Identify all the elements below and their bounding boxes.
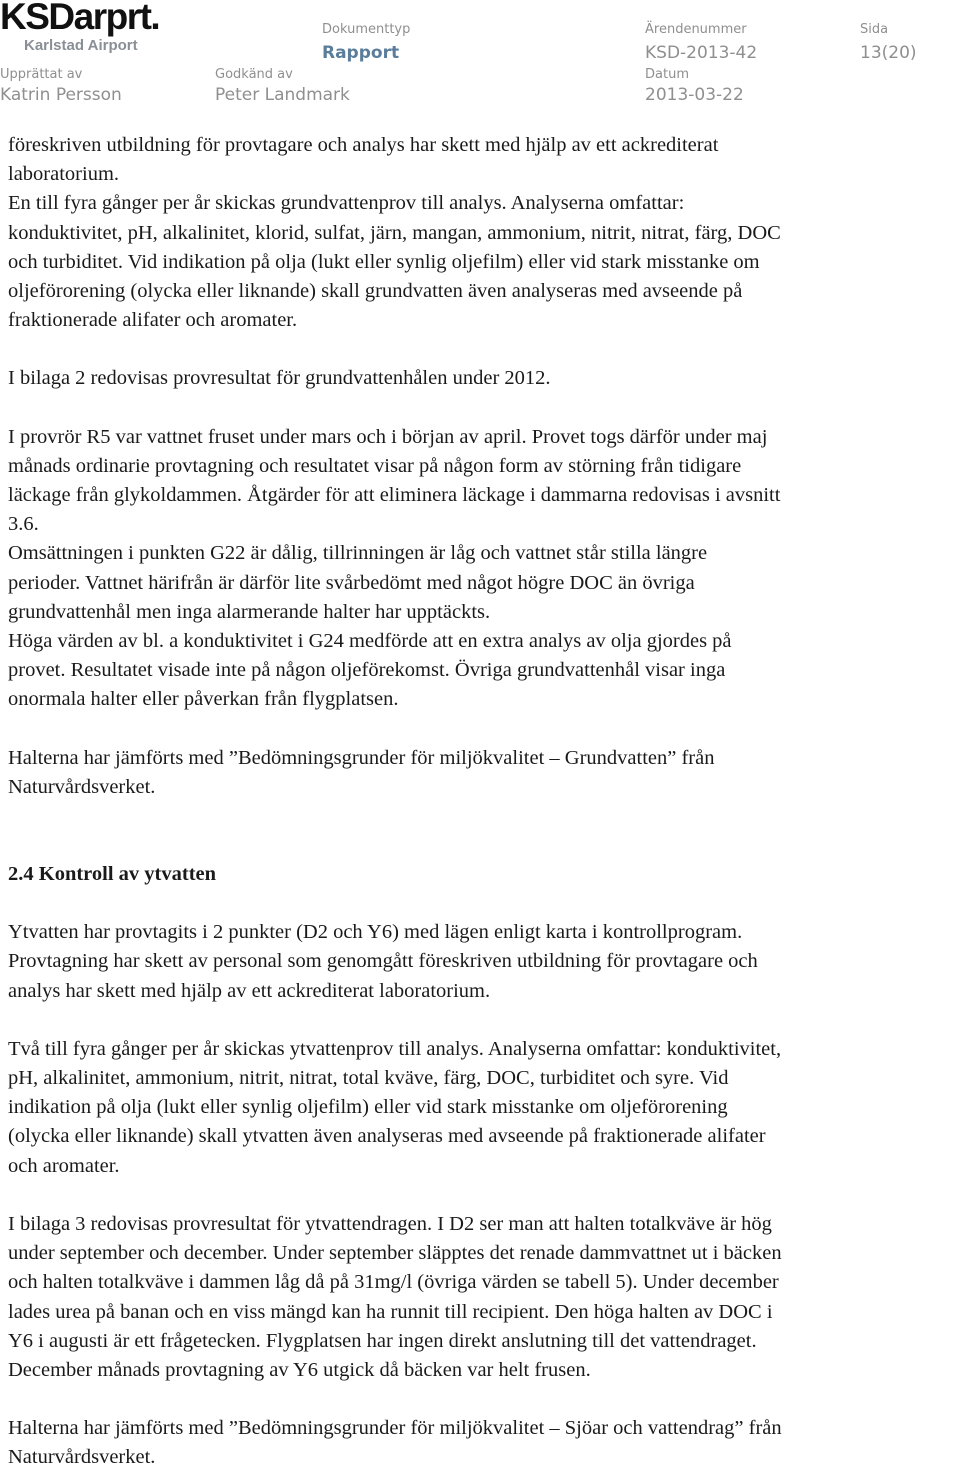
author-label: Upprättat av [0,67,83,82]
text-line: läckage från glykoldammen. Åtgärder för att eliminera läckage i dammarna redovisas i avsnitt [8,484,781,507]
logo-wordmark: KSDarprt. [0,0,160,37]
text-line: I provrör R5 var vattnet fruset under mars och i början av april. Provet togs därför under maj [8,425,768,448]
text-line: perioder. Vattnet härifrån är därför lite svårbedömt med något högre DOC än övriga [8,571,695,594]
text-line: Halterna har jämförts med ”Bedömningsgrunder för miljökvalitet – Sjöar och vattendrag” från [8,1417,782,1440]
text-line: grundvattenhål men inga alarmerande halter har upptäckts. [8,600,491,623]
text-line: Provtagning har skett av personal som genomgått föreskriven utbildning för provtagare och [8,950,758,973]
text-line: pH, alkalinitet, ammonium, nitrit, nitrat, total kväve, färg, DOC, turbiditet och syre. Vid [8,1067,729,1090]
text-line: Halterna har jämförts med ”Bedömningsgrunder för miljökvalitet – Grundvatten” från [8,746,715,769]
approved-by-label: Godkänd av [215,67,293,82]
text-line: Naturvårdsverket. [8,775,156,798]
text-line: konduktivitet, pH, alkalinitet, klorid, sulfat, järn, mangan, ammonium, nitrit, nitrat, färg, DOC [8,221,781,244]
text-line: provet. Resultatet visade inte på någon oljeförekomst. Övriga grundvattenhål visar inga [8,659,726,682]
text-line: 3.6. [8,513,39,536]
text-line: onormala halter eller påverkan från flygplatsen. [8,688,399,711]
doctype-value: Rapport [322,43,400,63]
text-line: oljeförorening (olycka eller liknande) skall grundvatten även analyseras med avseende på [8,280,743,303]
text-line: Y6 i augusti är ett frågetecken. Flygplatsen har ingen direkt anslutning till det vattendraget. [8,1329,757,1352]
text-line: och halten totalkväve i dammen låg då på 31mg/l (övriga värden se tabell 5). Under december [8,1271,779,1294]
text-line: föreskriven utbildning för provtagare och analys har skett med hjälp av ett ackrediterat [8,134,719,156]
text-line: En till fyra gånger per år skickas grundvattenprov till analys. Analyserna omfattar: [8,192,685,215]
text-line: Omsättningen i punkten G22 är dålig, tillrinningen är låg och vattnet står stilla längre [8,542,708,565]
text-line: laboratorium. [8,163,120,186]
section-heading: 2.4 Kontroll av ytvatten [8,863,217,886]
case-number-label: Ärendenummer [645,22,747,37]
doctype-label: Dokumenttyp [322,22,411,37]
case-number-value: KSD-2013-42 [645,43,758,63]
text-line: under september och december. Under september släpptes det renade dammvattnet ut i bäcken [8,1242,782,1265]
text-line: månads ordinarie provtagning och resultatet visar på någon form av störning från tidigare [8,454,742,477]
text-line: I bilaga 2 redovisas provresultat för grundvattenhålen under 2012. [8,367,551,390]
date-value: 2013-03-22 [645,85,744,105]
text-line: lades urea på banan och en viss mängd kan ha runnit till recipient. Den höga halten av DOC i [8,1300,773,1323]
logo-subtitle: Karlstad Airport [24,37,138,54]
company-logo [0,0,200,62]
author-value: Katrin Persson [0,85,122,105]
page-label: Sida [860,22,889,37]
approved-by-value: Peter Landmark [215,85,350,105]
text-line: indikation på olja (lukt eller synlig oljefilm) eller vid stark misstanke om oljeförorening [8,1096,728,1119]
text-line: och aromater. [8,1154,120,1177]
page-number: 13(20) [860,43,917,63]
document-body [8,131,960,1473]
text-line: analys har skett med hjälp av ett ackrediterat laboratorium. [8,979,491,1002]
date-label: Datum [645,67,689,82]
document-header [0,0,960,112]
text-line: Naturvårdsverket. [8,1446,156,1469]
text-line: Ytvatten har provtagits i 2 punkter (D2 och Y6) med lägen enligt karta i kontrollprogram. [8,921,743,944]
text-line: och turbiditet. Vid indikation på olja (lukt eller synlig oljefilm) eller vid stark misstanke om [8,250,760,273]
text-line: Två till fyra gånger per år skickas ytvattenprov till analys. Analyserna omfattar: konduktivitet, [8,1037,782,1060]
text-line: Höga värden av bl. a konduktivitet i G24 medförde att en extra analys av olja gjordes på [8,630,732,653]
text-line: I bilaga 3 redovisas provresultat för ytvattendragen. I D2 ser man att halten totalkväve är hög [8,1212,772,1235]
text-line: December månads provtagning av Y6 utgick då bäcken var helt frusen. [8,1358,591,1381]
text-line: fraktionerade alifater och aromater. [8,309,298,332]
text-line: (olycka eller liknande) skall ytvatten även analyseras med avseende på fraktionerade alifater [8,1125,766,1148]
